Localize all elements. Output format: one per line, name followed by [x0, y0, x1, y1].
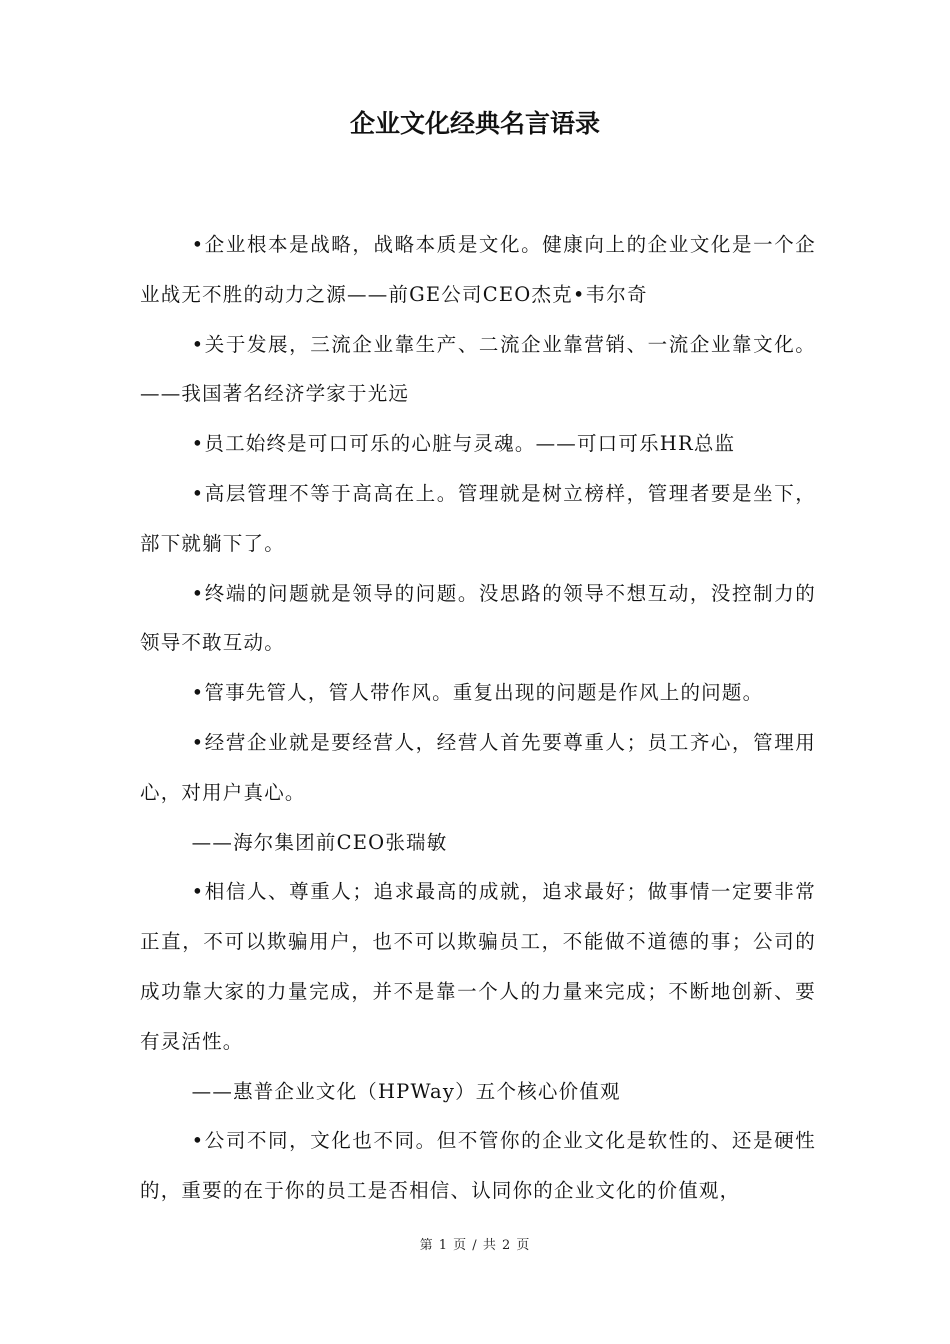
attribution: ——海尔集团前CEO张瑞敏 [191, 830, 448, 854]
paragraph: •高层管理不等于高高在上。管理就是树立榜样，管理者要是坐下，部下就躺下了。 [140, 481, 816, 555]
paragraph: •公司不同，文化也不同。但不管你的企业文化是软性的、还是硬性的，重要的在于你的员工是否相信、认同你的企业文化的价值观， [140, 1129, 816, 1203]
paragraph: •经营企业就是要经营人，经营人首先要尊重人；员工齐心，管理用心，对用户真心。 [140, 730, 816, 804]
paragraph: •终端的问题就是领导的问题。没思路的领导不想互动，没控制力的领导不敢互动。 [140, 581, 816, 655]
page-number-footer: 第 1 页 / 共 2 页 [419, 1238, 531, 1253]
document-title: 企业文化经典名言语录 [349, 109, 600, 138]
paragraph: •企业根本是战略，战略本质是文化。健康向上的企业文化是一个企业战无不胜的动力之源——前GE公司CEO杰克•韦尔奇 [140, 233, 816, 306]
attribution: ——惠普企业文化（HPWay）五个核心价值观 [191, 1079, 621, 1103]
paragraph: •员工始终是可口可乐的心脏与灵魂。——可口可乐HR总监 [191, 432, 736, 456]
paragraph: •关于发展，三流企业靠生产、二流企业靠营销、一流企业靠文化。——我国著名经济学家于光远 [140, 332, 816, 406]
paragraph: •相信人、尊重人；追求最高的成就，追求最好；做事情一定要非常正直，不可以欺骗用户，也不可以欺骗员工，不能做不道德的事；公司的成功靠大家的力量完成，并不是靠一个人的力量来完成；不断地创新、要有灵活性。 [140, 880, 816, 1053]
paragraph: •管事先管人，管人带作风。重复出现的问题是作风上的问题。 [191, 681, 764, 705]
document-body [140, 220, 816, 1216]
